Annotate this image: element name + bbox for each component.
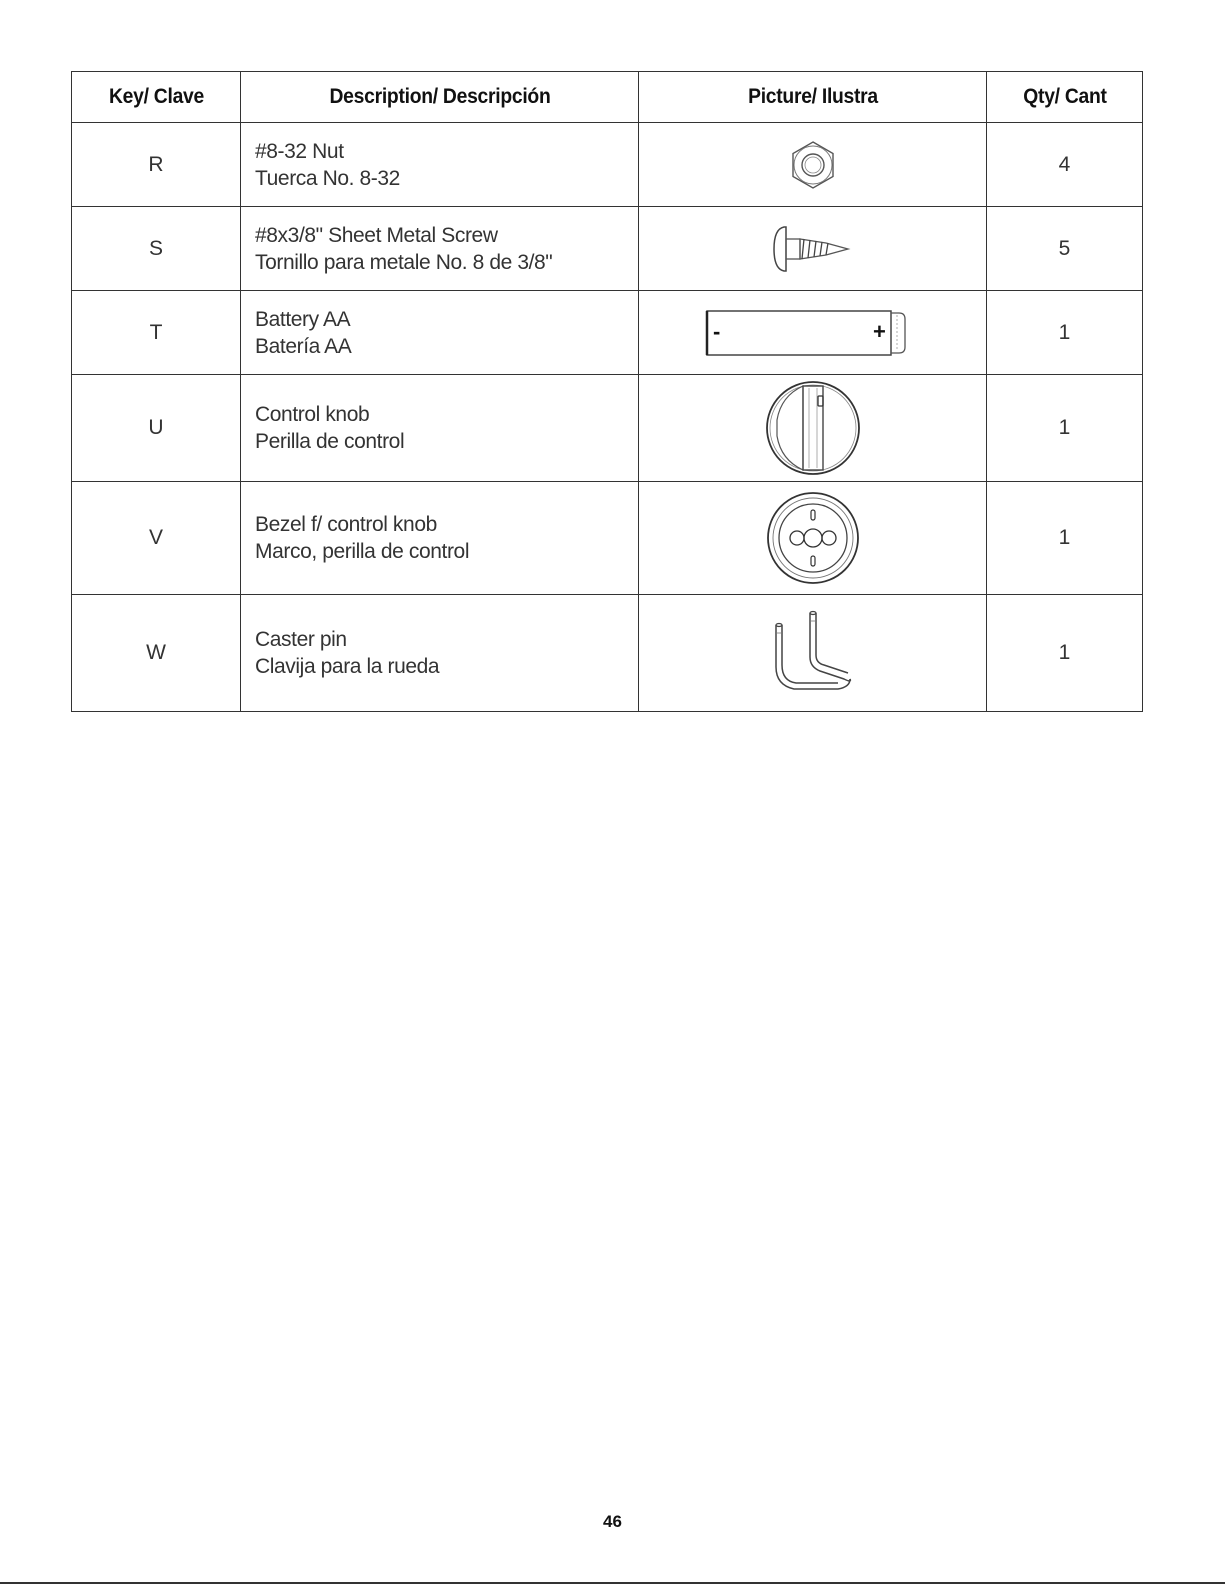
header-picture: Picture/ Ilustra bbox=[652, 72, 972, 123]
description-en: Control knob bbox=[255, 403, 370, 426]
table-row bbox=[72, 291, 1143, 375]
row-key: U bbox=[72, 375, 241, 482]
table-row bbox=[72, 207, 1143, 291]
description-en: Bezel f/ control knob bbox=[255, 513, 437, 536]
row-key: V bbox=[72, 482, 241, 595]
table-row bbox=[72, 595, 1143, 712]
row-picture bbox=[639, 123, 987, 207]
page-number: 46 bbox=[603, 1512, 622, 1531]
row-qty: 5 bbox=[987, 207, 1143, 291]
parts-table bbox=[71, 71, 1143, 712]
description-en: Battery AA bbox=[255, 307, 351, 331]
header-key: Key/ Clave bbox=[78, 72, 233, 123]
table-row bbox=[72, 375, 1143, 482]
row-description bbox=[241, 595, 639, 712]
screw-icon bbox=[768, 221, 858, 277]
description-es: Clavija para la rueda bbox=[255, 655, 440, 678]
description-es: Tornillo para metale No. 8 de 3/8" bbox=[255, 250, 553, 274]
description-en: Caster pin bbox=[255, 628, 347, 651]
row-description bbox=[241, 375, 639, 482]
row-qty: 1 bbox=[987, 291, 1143, 375]
description-es: Tuerca No. 8-32 bbox=[255, 166, 400, 190]
hex-nut-icon bbox=[787, 139, 839, 191]
row-key: S bbox=[72, 207, 241, 291]
table-row bbox=[72, 482, 1143, 595]
description-en: #8x3/8" Sheet Metal Screw bbox=[255, 223, 498, 247]
row-qty: 1 bbox=[987, 595, 1143, 712]
row-picture bbox=[639, 207, 987, 291]
caster-pin-icon bbox=[758, 607, 868, 699]
row-key: W bbox=[72, 595, 241, 712]
control-knob-icon bbox=[763, 378, 863, 478]
header-description: Description/ Descripción bbox=[256, 72, 622, 123]
battery-icon bbox=[703, 307, 923, 359]
description-en: #8-32 Nut bbox=[255, 139, 344, 163]
row-description bbox=[241, 291, 639, 375]
row-key: R bbox=[72, 123, 241, 207]
row-key: T bbox=[72, 291, 241, 375]
description-es: Perilla de control bbox=[255, 430, 405, 453]
row-picture bbox=[639, 375, 987, 482]
row-picture bbox=[639, 595, 987, 712]
table-row bbox=[72, 123, 1143, 207]
description-es: Batería AA bbox=[255, 334, 352, 358]
bezel-icon bbox=[763, 488, 863, 588]
row-qty: 4 bbox=[987, 123, 1143, 207]
row-description bbox=[241, 207, 639, 291]
row-picture bbox=[639, 482, 987, 595]
bottom-rule bbox=[0, 1582, 1225, 1584]
description-es: Marco, perilla de control bbox=[255, 540, 470, 563]
row-description bbox=[241, 482, 639, 595]
row-qty: 1 bbox=[987, 375, 1143, 482]
row-qty: 1 bbox=[987, 482, 1143, 595]
header-row bbox=[72, 72, 1143, 123]
battery-minus-label: - bbox=[712, 318, 720, 344]
row-picture bbox=[639, 291, 987, 375]
battery-plus-label: + bbox=[872, 318, 886, 344]
row-description bbox=[241, 123, 639, 207]
header-qty: Qty/ Cant bbox=[993, 72, 1137, 123]
